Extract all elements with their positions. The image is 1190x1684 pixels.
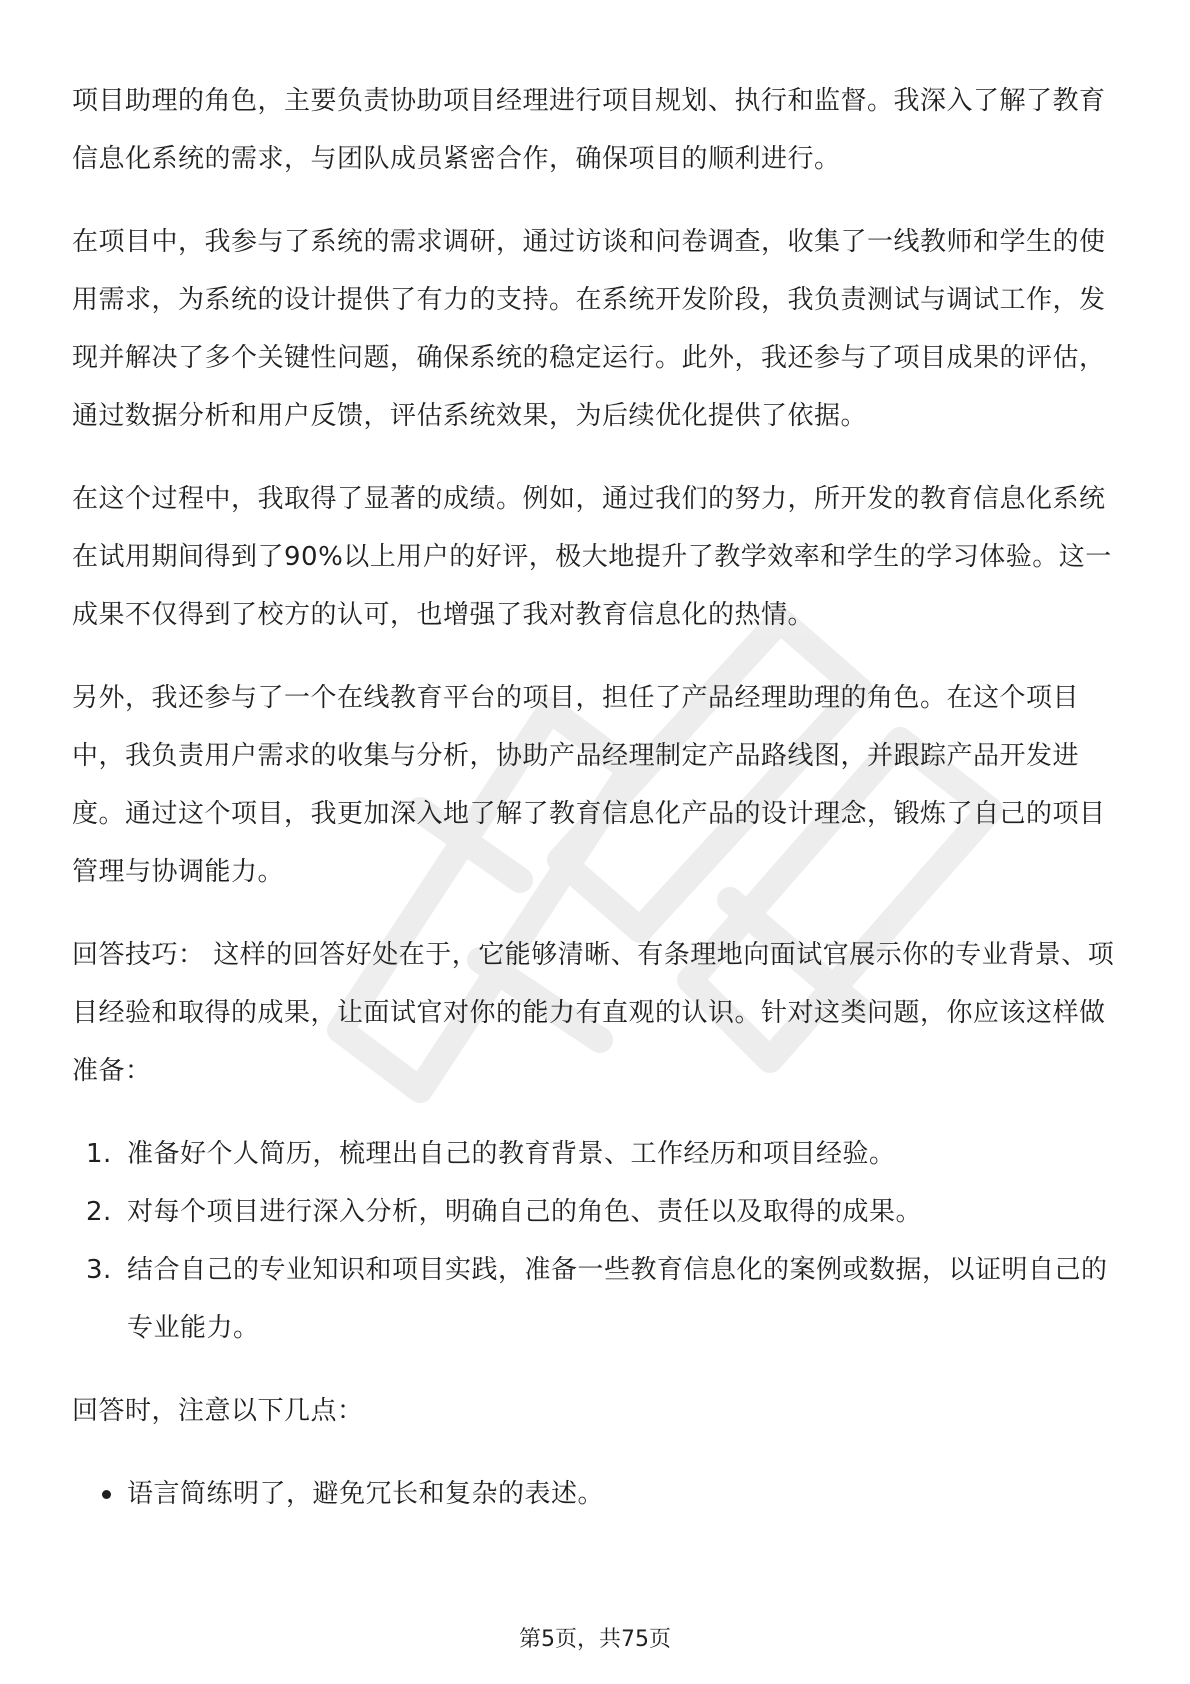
notes-intro-paragraph: 回答时，注意以下几点：: [72, 1396, 364, 1426]
paragraph-2: 在项目中，我参与了系统的需求调研，通过访谈和问卷调查，收集了一线教师和学生的使用需求，为系统的设计提供了有力的支持。在系统开发阶段，我负责测试与调试工作，发现并解决了多个关键性问题，确保系统的稳定运行。此外，我还参与了项目成果的评估，通过数据分析和用户反馈，评估系统效果，为后续优化提供了依据。: [72, 227, 1106, 431]
paragraph-4: 另外，我还参与了一个在线教育平台的项目，担任了产品经理助理的角色。在这个项目中，我负责用户需求的收集与分析，协助产品经理制定产品路线图，并跟踪产品开发进度。通过这个项目，我更加深入地了解了教育信息化产品的设计理念，锻炼了自己的项目管理与协调能力。: [72, 683, 1106, 887]
list-item: [72, 1183, 1122, 1241]
answer-tips-paragraph: 回答技巧： 这样的回答好处在于，它能够清晰、有条理地向面试官展示你的专业背景、项目经验和取得的成果，让面试官对你的能力有直观的认识。针对这类问题，你应该这样做准备：: [72, 940, 1115, 1086]
paragraph-1: 项目助理的角色，主要负责协助项目经理进行项目规划、执行和监督。我深入了解了教育信息化系统的需求，与团队成员紧密合作，确保项目的顺利进行。: [72, 86, 1106, 174]
list-item-number: 1.: [86, 1139, 112, 1169]
list-item: [72, 1241, 1122, 1357]
list-item: [72, 1465, 1122, 1523]
preparation-list: [72, 1125, 1122, 1357]
document-body: [72, 72, 1122, 1523]
list-item-number: 2.: [86, 1197, 112, 1227]
list-item: [72, 1125, 1122, 1183]
list-item-number: 3.: [86, 1255, 112, 1285]
list-item-text: 语言简练明了，避免冗长和复杂的表述。: [127, 1479, 605, 1509]
list-item-text: 对每个项目进行深入分析，明确自己的角色、责任以及取得的成果。: [127, 1197, 923, 1227]
list-item-text: 准备好个人简历，梳理出自己的教育背景、工作经历和项目经验。: [127, 1139, 896, 1169]
paragraph-3: 在这个过程中，我取得了显著的成绩。例如，通过我们的努力，所开发的教育信息化系统在试用期间得到了90%以上用户的好评，极大地提升了教学效率和学生的学习体验。这一成果不仅得到了校方的认可，也增强了我对教育信息化的热情。: [72, 484, 1112, 630]
list-item-text: 结合自己的专业知识和项目实践，准备一些教育信息化的案例或数据，以证明自己的专业能力。: [127, 1255, 1108, 1343]
bullet-icon: [102, 1490, 111, 1499]
page-footer: 第5页，共75页: [519, 1627, 671, 1652]
notes-list: [72, 1465, 1122, 1523]
